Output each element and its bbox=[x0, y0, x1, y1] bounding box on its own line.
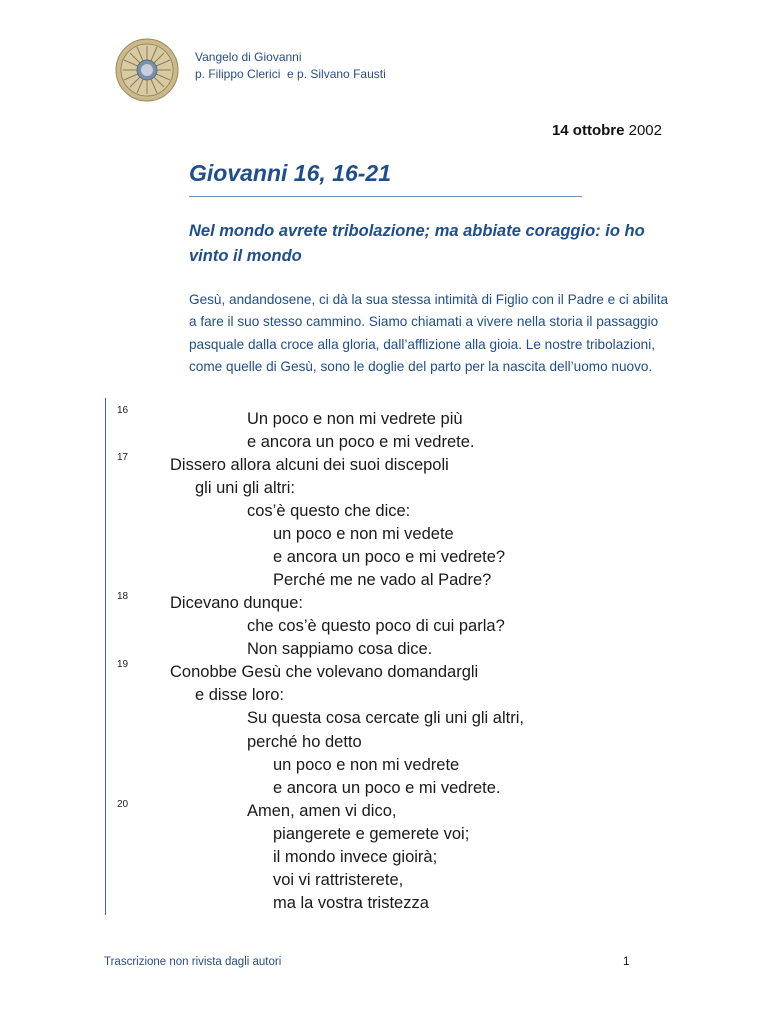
text-line: il mondo invece gioirà; bbox=[273, 848, 438, 866]
header-line-2: p. Filippo Clerici e p. Silvano Fausti bbox=[195, 67, 386, 81]
text-line: Dissero allora alcuni dei suoi discepoli bbox=[170, 456, 449, 474]
text-line: ma la vostra tristezza bbox=[273, 894, 429, 912]
subtitle: Nel mondo avrete tribolazione; ma abbiate coraggio: io ho vinto il mondo bbox=[189, 222, 645, 265]
text-line: Dicevano dunque: bbox=[170, 594, 304, 612]
text-line: un poco e non mi vedete bbox=[273, 525, 454, 543]
text-line: piangerete e gemerete voi; bbox=[273, 825, 470, 843]
page-number: 1 bbox=[623, 956, 630, 968]
title-underline bbox=[189, 196, 582, 197]
date-day-month: 14 ottobre bbox=[551, 122, 625, 139]
verse-number: 16 bbox=[117, 405, 129, 416]
text-line: voi vi rattristerete, bbox=[273, 871, 404, 889]
text-line: Un poco e non mi vedrete più bbox=[247, 410, 463, 428]
header-line-1: Vangelo di Giovanni bbox=[195, 50, 302, 64]
text-line: Non sappiamo cosa dice. bbox=[247, 640, 433, 658]
text-line: cos’è questo che dice: bbox=[247, 502, 411, 520]
text-line: e disse loro: bbox=[195, 686, 284, 704]
text-line: che cos’è questo poco di cui parla? bbox=[247, 617, 505, 635]
text-line: perché ho detto bbox=[247, 733, 362, 751]
text-line: e ancora un poco e mi vedrete? bbox=[273, 548, 506, 566]
header-block bbox=[195, 49, 386, 83]
text-line: un poco e non mi vedrete bbox=[273, 756, 460, 774]
text-line: Perché me ne vado al Padre? bbox=[273, 571, 492, 589]
verse-number: 20 bbox=[117, 799, 129, 810]
seal-logo bbox=[115, 38, 179, 102]
footer-note: Trascrizione non rivista dagli autori bbox=[104, 956, 282, 968]
date-year: 2002 bbox=[628, 122, 662, 139]
margin-bar bbox=[105, 398, 106, 915]
text-line: Su questa cosa cercate gli uni gli altri, bbox=[247, 709, 524, 727]
text-line: gli uni gli altri: bbox=[195, 479, 295, 497]
verse-number: 18 bbox=[117, 591, 129, 602]
text-line: e ancora un poco e mi vedrete. bbox=[273, 779, 501, 797]
text-line: Conobbe Gesù che volevano domandargli bbox=[170, 663, 479, 681]
text-line: e ancora un poco e mi vedrete. bbox=[247, 433, 475, 451]
date bbox=[552, 122, 662, 139]
page-title: Giovanni 16, 16-21 bbox=[189, 160, 391, 186]
verse-number: 17 bbox=[117, 452, 129, 463]
text-line: Amen, amen vi dico, bbox=[247, 802, 397, 820]
verse-number: 19 bbox=[117, 659, 129, 670]
intro-paragraph: Gesù, andandosene, ci dà la sua stessa intimità di Figlio con il Padre e ci abilita a fare il suo stesso cammino. Siamo chiamati a vivere nella storia il passaggio pasquale dalla croce alla gloria, dall’afflizione alla gioia. Le nostre tribolazioni, come quelle di Gesù, sono le doglie del parto per la nascita dell’uomo nuovo. bbox=[189, 292, 669, 374]
